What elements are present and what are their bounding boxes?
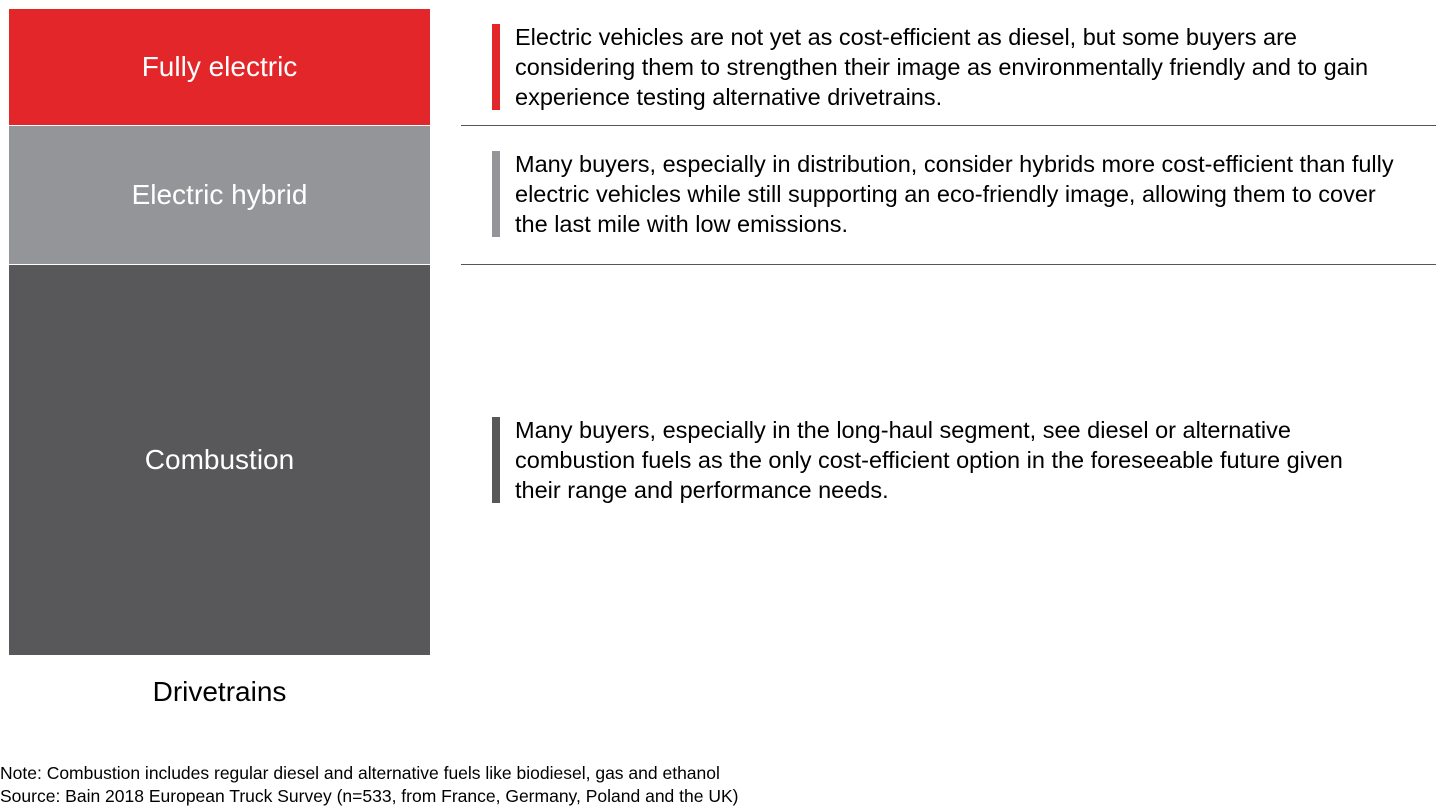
segment-combustion — [9, 265, 430, 655]
description-combustion — [492, 415, 1412, 505]
description-electric-hybrid — [492, 149, 1412, 239]
segment-fully-electric — [9, 9, 430, 125]
accent-bar-fully-electric — [492, 24, 500, 110]
footnote-source: Source: Bain 2018 European Truck Survey (n=533, from France, Germany, Poland and the UK) — [0, 786, 739, 806]
divider-rule — [461, 264, 1436, 265]
description-fully-electric — [492, 22, 1412, 112]
segment-label-combustion: Combustion — [144, 444, 295, 475]
footnote-note: Note: Combustion includes regular diesel and alternative fuels like biodiesel, gas and ethanol — [0, 763, 720, 783]
description-text-combustion: Many buyers, especially in the long-haul segment, see diesel or alternative combustion fuels as the only cost-efficient option in the foreseeable future given their range and performance needs. — [515, 417, 1343, 503]
description-text-fully-electric: Electric vehicles are not yet as cost-efficient as diesel, but some buyers are considering them to strengthen their image as environmentally friendly and to gain experience testing alternative drivetrains. — [515, 24, 1369, 110]
divider-rule — [461, 125, 1436, 126]
segment-label-electric-hybrid: Electric hybrid — [131, 179, 308, 210]
segment-electric-hybrid — [9, 126, 430, 264]
accent-bar-combustion — [492, 417, 500, 503]
accent-bar-electric-hybrid — [492, 151, 500, 237]
segment-label-fully-electric: Fully electric — [141, 51, 298, 82]
x-axis-label: Drivetrains — [152, 676, 287, 707]
description-text-electric-hybrid: Many buyers, especially in distribution, consider hybrids more cost-efficient than fully electric vehicles while still supporting an eco-friendly image, allowing them to cover the last mile with low emissions. — [515, 151, 1394, 237]
